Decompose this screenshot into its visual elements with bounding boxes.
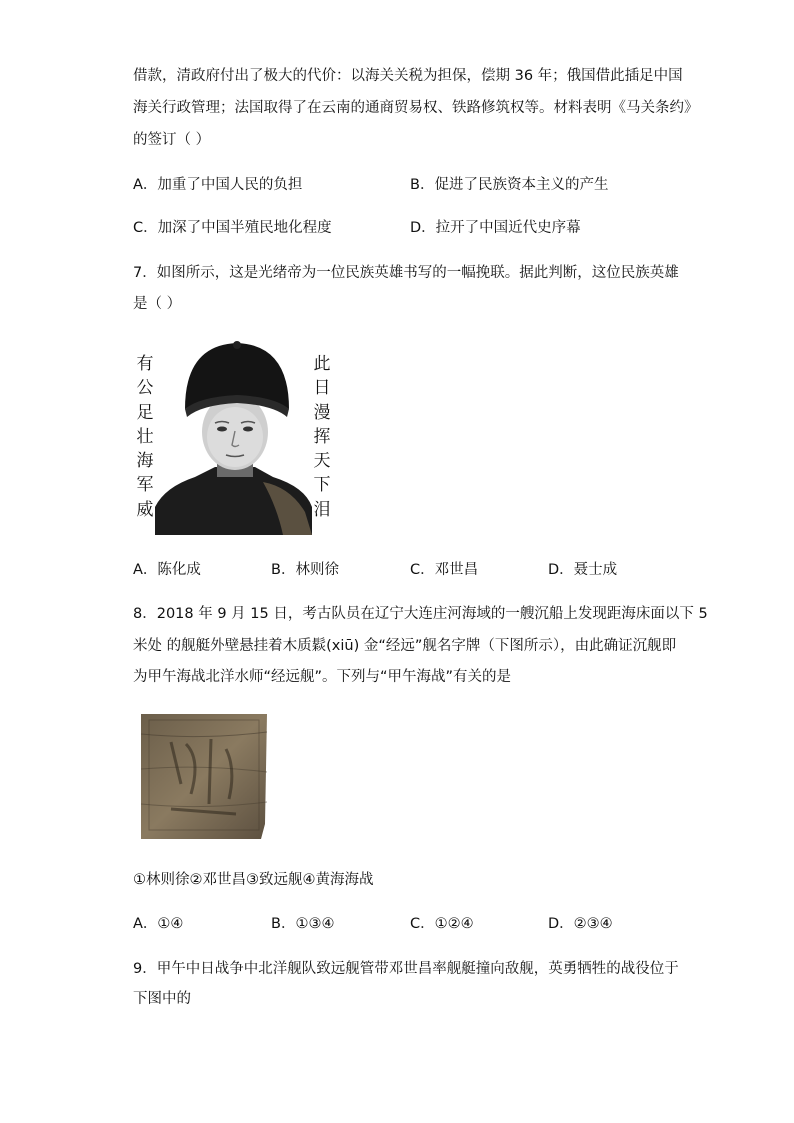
q7-line-1: 7．如图所示，这是光绪帝为一位民族英雄书写的一幅挽联。据此判断，这位民族英雄	[133, 265, 679, 281]
couplet-left-char: 威	[136, 499, 154, 520]
portrait-photo	[155, 337, 312, 535]
q6-line-3: 的签订（ ）	[133, 132, 211, 148]
q8-line-3: 为甲午海战北洋水师“经远舰”。下列与“甲午海战”有关的是	[133, 669, 512, 685]
q9-line-2: 下图中的	[133, 991, 191, 1007]
couplet-left-char: 有	[136, 354, 154, 374]
q7-line-2: 是（ ）	[133, 296, 182, 312]
q8-option-d: D．②③④	[548, 916, 613, 932]
q6-line-2: 海关行政管理；法国取得了在云南的通商贸易权、铁路修筑权等。材料表明《马关条约》	[133, 100, 699, 116]
couplet-right-char: 漫	[313, 402, 331, 423]
q8-option-a: A．①④	[133, 916, 184, 932]
q6-option-b: B．促进了民族资本主义的产生	[410, 177, 609, 193]
portrait-illustration	[155, 337, 312, 535]
q8-line-1: 8．2018 年 9 月 15 日，考古队员在辽宁大连庄河海域的一艘沉船上发现距海床面以下 5	[133, 606, 708, 622]
couplet-right	[310, 352, 334, 522]
couplet-left-char: 军	[136, 475, 154, 496]
q6-option-c: C．加深了中国半殖民地化程度	[133, 220, 332, 236]
q7-option-b: B．林则徐	[271, 562, 339, 578]
couplet-right-char: 下	[313, 475, 331, 496]
q7-option-a: A．陈化成	[133, 562, 201, 578]
couplet-right-char: 挥	[313, 426, 331, 447]
nameplate-illustration	[141, 714, 267, 839]
q8-option-c: C．①②④	[410, 916, 474, 932]
q6-option-d: D．拉开了中国近代史序幕	[410, 220, 581, 236]
couplet-right-char: 此	[313, 354, 331, 374]
wooden-nameplate-photo	[141, 714, 267, 839]
couplet-left	[133, 352, 157, 522]
couplet-left-char: 公	[136, 378, 154, 399]
couplet-right-char: 日	[313, 378, 331, 399]
q6-line-1: 借款，清政府付出了极大的代价：以海关关税为担保，偿期 36 年；俄国借此插足中国	[133, 68, 683, 84]
couplet-right-char: 泪	[313, 499, 331, 520]
q8-line-2: 米处 的舰艇外壁悬挂着木质鬏(xiū) 金“经远”舰名字牌（下图所示），由此确证沉舰即	[133, 638, 677, 654]
couplet-right-char: 天	[313, 451, 331, 472]
q8-items: ①林则徐②邓世昌③致远舰④黄海海战	[133, 872, 374, 888]
q7-option-d: D．聂士成	[548, 562, 618, 578]
couplet-left-char: 海	[136, 451, 154, 472]
q7-option-c: C．邓世昌	[410, 562, 479, 578]
q8-option-b: B．①③④	[271, 916, 335, 932]
q9-line-1: 9．甲午中日战争中北洋舰队致远舰管带邓世昌率舰艇撞向敌舰，英勇牺牲的战役位于	[133, 961, 679, 977]
couplet-left-char: 足	[136, 402, 154, 423]
q6-option-a: A．加重了中国人民的负担	[133, 177, 303, 193]
couplet-left-char: 壮	[136, 426, 154, 447]
